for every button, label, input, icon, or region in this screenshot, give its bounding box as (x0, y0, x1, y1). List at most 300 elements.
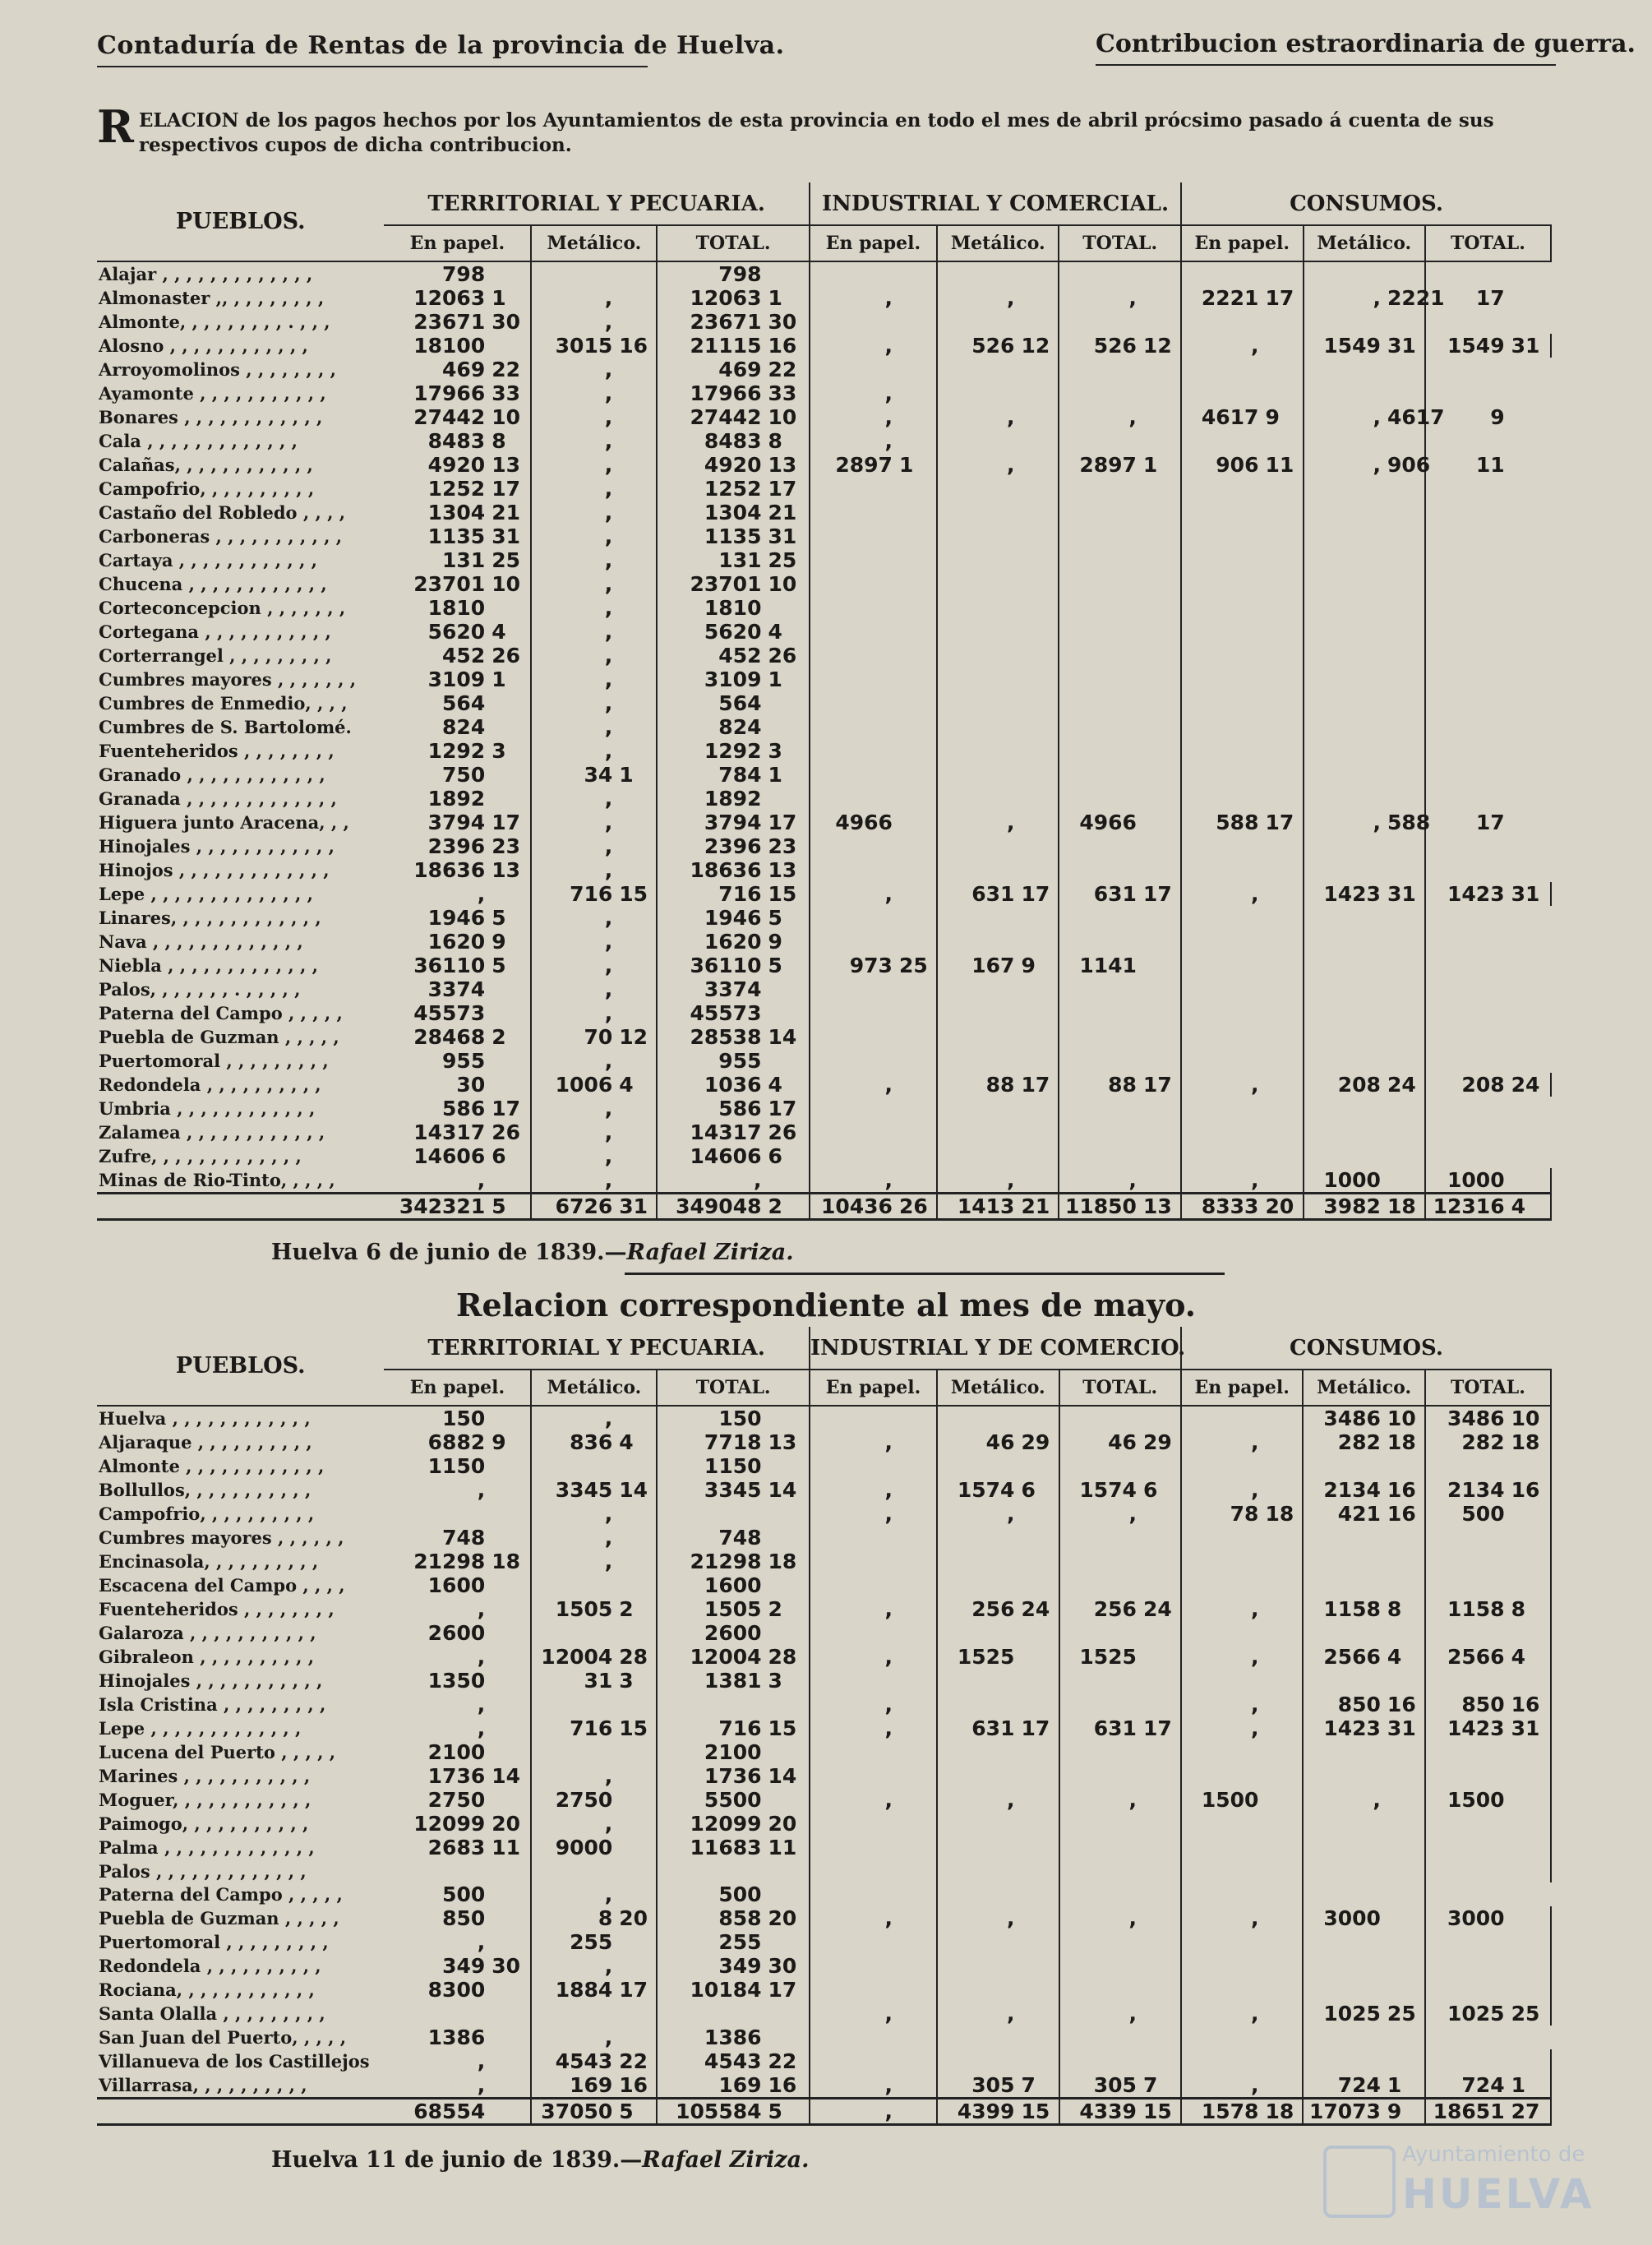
amount-maravedis: 9 (1386, 2099, 1425, 2125)
amount-reales: 342321 (384, 1194, 490, 1220)
amount-reales: 150 (442, 1407, 486, 1430)
amount-maravedis (617, 858, 657, 882)
amount-maravedis (1263, 1812, 1303, 1836)
group-header: CONSUMOS. (1181, 182, 1551, 225)
table-row (97, 1836, 1551, 1859)
amount-maravedis (898, 477, 937, 501)
town-name: Campofrio, , , , , , , , , , (99, 478, 315, 499)
amount-maravedis (1263, 1906, 1303, 1930)
amount-reales: 1892 (704, 787, 762, 811)
amount-reales: 1413 (937, 1194, 1019, 1220)
amount-reales (1181, 2049, 1263, 2073)
amount-maravedis (1142, 572, 1181, 596)
amount-reales (937, 1120, 1019, 1144)
amount-reales: 131 (718, 548, 762, 572)
amount-reales: , (477, 882, 486, 906)
amount-maravedis (490, 1406, 531, 1430)
amount-reales: , (604, 501, 613, 524)
amount-maravedis (1263, 2073, 1303, 2099)
amount-maravedis (767, 1502, 810, 1526)
amount-reales: 1036 (704, 1073, 762, 1097)
amount-reales (1304, 667, 1386, 691)
amount-reales: , (1128, 1788, 1137, 1812)
amount-reales (810, 2026, 898, 2049)
column-header-en-papel: En papel. (1181, 1370, 1303, 1406)
amount-maravedis (1142, 1502, 1181, 1526)
amount-maravedis (898, 358, 937, 381)
amount-reales (810, 261, 898, 286)
table-row (97, 358, 1551, 381)
watermark-line1: Ayuntamiento de (1402, 2142, 1585, 2167)
amount-maravedis: 18 (1386, 1430, 1425, 1454)
amount-maravedis (617, 977, 657, 1001)
amount-maravedis (490, 1859, 531, 1882)
amount-maravedis (1263, 739, 1303, 763)
amount-maravedis (490, 334, 531, 358)
amount-reales: 21298 (690, 1550, 762, 1573)
amount-maravedis (1142, 1406, 1181, 1430)
amount-maravedis (1386, 977, 1425, 1001)
amount-maravedis (1510, 1550, 1551, 1573)
amount-maravedis (490, 1930, 531, 1954)
amount-maravedis: 20 (1263, 1194, 1303, 1220)
amount-reales (810, 691, 898, 715)
amount-reales: 8333 (1181, 1194, 1263, 1220)
amount-maravedis (1386, 1025, 1425, 1049)
town-name: Almonaster ,, , , , , , , , , (99, 288, 325, 308)
amount-reales: 7718 (704, 1430, 762, 1454)
amount-reales (1059, 1144, 1141, 1168)
amount-reales (1425, 1954, 1510, 1978)
amount-maravedis: 5 (767, 2099, 810, 2125)
amount-maravedis (1019, 667, 1059, 691)
amount-reales: 2600 (427, 1621, 486, 1645)
amount-maravedis (898, 1406, 937, 1430)
amount-reales: 5620 (427, 620, 486, 644)
amount-reales (1181, 739, 1263, 763)
amount-reales (1304, 787, 1386, 811)
amount-maravedis (898, 572, 937, 596)
amount-maravedis (898, 906, 937, 930)
amount-maravedis (1142, 429, 1181, 453)
amount-reales: , (1250, 882, 1259, 906)
table-row (97, 1669, 1551, 1693)
amount-reales (1181, 906, 1263, 930)
amount-reales: 36110 (413, 954, 486, 977)
amount-reales (1425, 620, 1510, 644)
amount-reales: , (604, 620, 613, 644)
amount-reales (1425, 1859, 1510, 1882)
amount-maravedis: 3 (767, 1669, 810, 1693)
amount-reales: 34 (584, 763, 613, 787)
amount-maravedis (1019, 1836, 1059, 1859)
amount-maravedis (1142, 1978, 1181, 2002)
amount-reales (1181, 596, 1263, 620)
amount-maravedis: 1 (766, 286, 809, 310)
amount-reales (810, 2049, 898, 2073)
amount-reales (384, 1859, 490, 1882)
town-name: Fuenteheridos , , , , , , , , (99, 1599, 335, 1619)
amount-reales (1181, 620, 1263, 644)
table-row (97, 882, 1551, 906)
amount-reales: 12004 (541, 1645, 613, 1669)
amount-reales: , (604, 787, 613, 811)
amount-maravedis: 4 (490, 620, 531, 644)
amount-maravedis (1142, 667, 1181, 691)
amount-maravedis: 10 (766, 405, 809, 429)
amount-reales (531, 2002, 617, 2026)
table-row (97, 1406, 1551, 1430)
amount-maravedis: 16 (1386, 1693, 1425, 1716)
amount-maravedis: 2221 (1387, 286, 1445, 310)
amount-maravedis (898, 858, 937, 882)
amount-maravedis (1142, 548, 1181, 572)
amount-reales (937, 739, 1019, 763)
amount-maravedis (898, 1978, 937, 2002)
amount-reales (937, 620, 1019, 644)
amount-maravedis (1019, 1764, 1059, 1788)
amount-maravedis (1019, 1645, 1059, 1669)
amount-maravedis: 17 (1263, 811, 1303, 834)
amount-maravedis: 14 (767, 1764, 810, 1788)
amount-reales (1425, 1550, 1510, 1573)
amount-maravedis (490, 2026, 531, 2049)
amount-reales (1304, 739, 1386, 763)
amount-reales (937, 787, 1019, 811)
amount-maravedis (1263, 261, 1303, 286)
amount-maravedis (1142, 1788, 1181, 1812)
amount-reales (1181, 667, 1263, 691)
amount-reales: , (604, 1168, 613, 1192)
amount-maravedis (1263, 1025, 1303, 1049)
signature-name: Rafael Ziriza. (626, 1240, 794, 1265)
amount-reales (1181, 1406, 1263, 1430)
amount-maravedis (1142, 2002, 1181, 2026)
amount-maravedis: 30 (766, 310, 809, 334)
amount-reales (1059, 620, 1141, 644)
amount-reales: , (884, 1073, 893, 1097)
amount-reales: 10436 (810, 1194, 898, 1220)
amount-reales: , (604, 429, 613, 453)
amount-maravedis (617, 1550, 657, 1573)
amount-maravedis (617, 1882, 657, 1906)
amount-reales: 28468 (413, 1025, 486, 1049)
amount-reales: 748 (718, 1526, 762, 1550)
amount-reales (1059, 1097, 1141, 1120)
amount-maravedis (490, 1526, 531, 1550)
amount-maravedis (767, 2026, 810, 2049)
amount-reales (937, 1930, 1019, 1954)
amount-reales: , (477, 1930, 486, 1955)
amount-reales (1181, 1978, 1263, 2002)
town-name: Cartaya , , , , , , , , , , , , (99, 550, 317, 570)
amount-reales: , (477, 2073, 486, 2098)
amount-maravedis (1263, 358, 1303, 381)
amount-maravedis (1263, 548, 1303, 572)
amount-maravedis (1263, 1073, 1303, 1097)
amount-reales: 1423 (1323, 1716, 1381, 1740)
amount-reales (1059, 715, 1141, 739)
column-header-metalico: Metálico. (531, 1370, 657, 1406)
amount-maravedis: 1 (1142, 453, 1181, 477)
amount-reales (1059, 1978, 1142, 2002)
column-header-pueblos: PUEBLOS. (97, 182, 384, 261)
amount-reales (1425, 548, 1510, 572)
amount-maravedis (898, 405, 937, 429)
amount-maravedis (1386, 787, 1425, 811)
amount-maravedis (1263, 1669, 1303, 1693)
amount-maravedis (898, 1001, 937, 1025)
amount-maravedis (1386, 1526, 1425, 1550)
amount-reales: 12099 (690, 1812, 762, 1836)
amount-maravedis: 25 (766, 548, 809, 572)
amount-reales (810, 1025, 898, 1049)
amount-maravedis: 9 (766, 930, 809, 954)
amount-maravedis: 8 (1510, 1597, 1551, 1621)
amount-maravedis (490, 1716, 531, 1740)
amount-maravedis: 31 (1386, 882, 1425, 906)
amount-maravedis (1510, 1526, 1551, 1550)
amount-reales: 2683 (427, 1836, 486, 1859)
amount-maravedis: 10 (1510, 1406, 1551, 1430)
amount-maravedis: 4 (617, 1073, 657, 1097)
amount-maravedis: 1 (1510, 2073, 1551, 2099)
amount-maravedis (1263, 1954, 1303, 1978)
amount-maravedis (1019, 1930, 1059, 1954)
amount-reales: 1304 (427, 501, 486, 524)
amount-maravedis (1263, 2049, 1303, 2073)
amount-maravedis (898, 1049, 937, 1073)
amount-maravedis (490, 715, 531, 739)
amount-maravedis: 13 (1142, 1194, 1181, 1220)
amount-reales: , (604, 691, 613, 715)
archive-watermark (1323, 2137, 1619, 2220)
amount-maravedis (1386, 1788, 1425, 1812)
amount-reales (1181, 977, 1263, 1001)
amount-reales (937, 1978, 1019, 2002)
amount-maravedis (490, 596, 531, 620)
archive-logo-icon (1323, 2146, 1396, 2218)
amount-reales (1059, 310, 1141, 334)
amount-maravedis (1019, 286, 1059, 310)
amount-reales (1303, 1454, 1385, 1478)
amount-reales: , (604, 1502, 613, 1526)
amount-maravedis (1019, 620, 1059, 644)
amount-maravedis: 31 (1510, 882, 1551, 906)
amount-maravedis: 17 (766, 1097, 809, 1120)
amount-reales: 45573 (690, 1001, 762, 1025)
table-row (97, 1526, 1551, 1550)
amount-maravedis (1386, 620, 1425, 644)
amount-reales: 3374 (427, 977, 486, 1001)
amount-reales: 21115 (690, 334, 762, 358)
amount-maravedis: 8 (1386, 1597, 1425, 1621)
amount-reales: , (604, 954, 613, 977)
town-name: Linares, , , , , , , , , , , , , (99, 908, 321, 928)
amount-maravedis: 17 (766, 477, 809, 501)
amount-reales: 850 (442, 1906, 486, 1931)
amount-reales: 88 (1108, 1073, 1137, 1097)
amount-maravedis (1142, 1120, 1181, 1144)
town-name: Cumbres de S. Bartolomé. (99, 717, 352, 737)
amount-maravedis (898, 286, 937, 310)
amount-reales (937, 691, 1019, 715)
amount-maravedis (1019, 715, 1059, 739)
amount-reales (1425, 930, 1510, 954)
amount-reales: 906 (1216, 453, 1259, 477)
table-row (97, 834, 1551, 858)
amount-maravedis (1263, 858, 1303, 882)
amount-maravedis (1019, 1669, 1059, 1693)
amount-maravedis (1019, 977, 1059, 1001)
amount-reales: 5500 (704, 1788, 762, 1812)
amount-maravedis (766, 715, 809, 739)
amount-maravedis (767, 1526, 810, 1550)
amount-maravedis (617, 1001, 657, 1025)
table-row (97, 2049, 1551, 2073)
amount-maravedis: 31 (1510, 334, 1551, 358)
table-row (97, 1073, 1551, 1097)
amount-reales (1425, 596, 1510, 620)
amount-reales: , (604, 1144, 613, 1168)
amount-reales (1059, 261, 1141, 286)
amount-maravedis (617, 787, 657, 811)
amount-reales (937, 1454, 1019, 1478)
amount-reales: 1505 (555, 1597, 613, 1621)
amount-reales: , (884, 1430, 893, 1454)
amount-reales (1059, 501, 1141, 524)
amount-reales: 2396 (427, 834, 486, 858)
amount-reales: 526 (971, 334, 1015, 358)
amount-reales: , (604, 715, 613, 739)
amount-reales: , (1006, 405, 1015, 429)
amount-maravedis (617, 620, 657, 644)
amount-reales: 2566 (1447, 1645, 1505, 1669)
amount-maravedis: 28 (617, 1645, 657, 1669)
amount-maravedis (767, 1882, 810, 1906)
amount-maravedis (766, 596, 809, 620)
table-row (97, 1550, 1551, 1573)
amount-maravedis: 17 (490, 811, 531, 834)
amount-maravedis (1263, 834, 1303, 858)
amount-reales: , (1250, 334, 1259, 358)
table-row (97, 811, 1551, 834)
amount-reales: , (604, 811, 613, 834)
column-header-en-papel: En papel. (810, 1370, 937, 1406)
table-row (97, 310, 1551, 334)
amount-maravedis (898, 1764, 937, 1788)
amount-maravedis: 6 (1142, 1478, 1181, 1502)
amount-reales: , (1128, 286, 1137, 310)
amount-maravedis (1263, 572, 1303, 596)
amount-reales: 1600 (427, 1573, 486, 1597)
amount-maravedis: 16 (1386, 1502, 1425, 1526)
amount-maravedis (1263, 644, 1303, 667)
amount-maravedis (1019, 1120, 1059, 1144)
amount-reales: 1000 (1323, 1168, 1381, 1192)
amount-maravedis (617, 1954, 657, 1978)
amount-reales (937, 524, 1019, 548)
amount-maravedis (1019, 1954, 1059, 1978)
amount-reales (1059, 1812, 1142, 1836)
amount-maravedis (1142, 644, 1181, 667)
amount-maravedis: 2 (617, 1597, 657, 1621)
town-name: Almonte, , , , , , , , , . , , , (99, 312, 330, 332)
amount-reales (810, 524, 898, 548)
amount-maravedis (1142, 2026, 1181, 2049)
amount-reales: 1423 (1447, 882, 1505, 906)
amount-reales (810, 1001, 898, 1025)
amount-maravedis (617, 477, 657, 501)
amount-maravedis (1510, 1669, 1551, 1693)
amount-reales (937, 1001, 1019, 1025)
amount-maravedis: 5 (490, 1194, 531, 1220)
amount-maravedis (1510, 1764, 1551, 1788)
amount-maravedis: 3 (766, 739, 809, 763)
amount-reales (1304, 1097, 1386, 1120)
amount-reales: 1150 (704, 1454, 762, 1478)
amount-maravedis (898, 667, 937, 691)
amount-maravedis (1019, 572, 1059, 596)
amount-maravedis (617, 715, 657, 739)
amount-reales (1059, 1954, 1142, 1978)
amount-reales: 46 (1108, 1430, 1137, 1454)
amount-reales: , (884, 381, 893, 405)
amount-maravedis (1510, 1502, 1551, 1526)
signature-place: Huelva 11 de junio de 1839.— (271, 2147, 643, 2173)
amount-reales: 798 (442, 262, 486, 286)
town-name: Palma , , , , , , , , , , , , , (99, 1837, 315, 1858)
amount-maravedis (1019, 1693, 1059, 1716)
amount-reales (1059, 644, 1141, 667)
amount-maravedis (1019, 1812, 1059, 1836)
amount-maravedis (1263, 1001, 1303, 1025)
amount-reales (1425, 906, 1510, 930)
amount-reales: , (1006, 811, 1015, 834)
amount-reales (810, 1740, 898, 1764)
amount-maravedis: 22 (490, 358, 531, 381)
amount-reales (810, 715, 898, 739)
amount-maravedis (898, 381, 937, 405)
amount-reales (1059, 858, 1141, 882)
amount-reales (1181, 1930, 1263, 1954)
amount-maravedis: 12 (1142, 334, 1181, 358)
amount-maravedis (898, 691, 937, 715)
amount-reales (1303, 1882, 1385, 1906)
amount-maravedis: 2 (766, 1194, 809, 1220)
amount-maravedis (1019, 453, 1059, 477)
amount-maravedis (1019, 1001, 1059, 1025)
amount-maravedis: 2 (490, 1025, 531, 1049)
amount-maravedis (490, 1978, 531, 2002)
amount-maravedis (1142, 1812, 1181, 1836)
amount-maravedis: 17 (767, 1978, 810, 2002)
amount-maravedis (1142, 834, 1181, 858)
amount-maravedis (898, 1097, 937, 1120)
amount-maravedis (490, 2049, 531, 2073)
amount-reales: 3109 (704, 667, 762, 691)
amount-reales: 18636 (690, 858, 762, 882)
amount-maravedis (1142, 1954, 1181, 1978)
amount-maravedis (1386, 1930, 1425, 1954)
amount-reales: , (477, 1693, 486, 1716)
amount-maravedis (766, 787, 809, 811)
amount-maravedis: 1 (1386, 2073, 1425, 2099)
amount-maravedis: 20 (490, 1812, 531, 1836)
amount-reales: 12063 (690, 286, 762, 310)
amount-reales (810, 548, 898, 572)
amount-maravedis: 16 (1386, 1478, 1425, 1502)
